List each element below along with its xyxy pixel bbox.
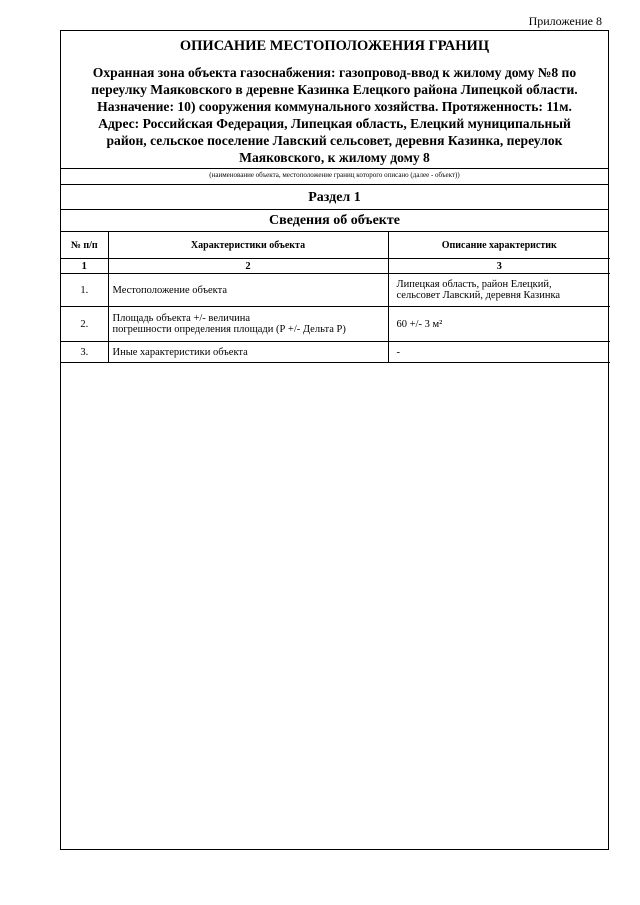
column-number: 2	[108, 259, 388, 274]
column-header: № п/п	[61, 232, 108, 259]
description-line: сельсовет Лавский, деревня Казинка	[396, 290, 561, 301]
header-block	[61, 31, 608, 169]
document-frame	[60, 30, 609, 850]
object-title-line: переулку Маяковского в деревне Казинка Елецкого района Липецкой области.	[91, 82, 578, 97]
column-number: 3	[388, 259, 610, 274]
object-title-line: Адрес: Российская Федерация, Липецкая область, Елецкий муниципальный	[98, 116, 571, 131]
characteristic-line: погрешности определения площади (Р +/- Дельта Р)	[112, 324, 346, 335]
row-description	[388, 274, 610, 307]
row-characteristic: Местоположение объекта	[108, 274, 388, 307]
row-number: 2.	[61, 307, 108, 342]
table-row	[61, 274, 610, 307]
row-number: 1.	[61, 274, 108, 307]
column-number: 1	[61, 259, 108, 274]
section-title: Раздел 1	[61, 185, 608, 210]
table-number-row	[61, 259, 610, 274]
row-characteristic	[108, 307, 388, 342]
table-row	[61, 307, 610, 342]
row-description: 60 +/- 3 м²	[388, 307, 610, 342]
main-title: ОПИСАНИЕ МЕСТОПОЛОЖЕНИЯ ГРАНИЦ	[179, 38, 490, 54]
characteristic-line: Площадь объекта +/- величина	[112, 313, 251, 324]
table-header-row	[61, 232, 610, 259]
row-number: 3.	[61, 342, 108, 363]
row-description: -	[388, 342, 610, 363]
object-title-line: Охранная зона объекта газоснабжения: газопровод-ввод к жилому дому №8 по	[92, 65, 577, 80]
object-title-line: Назначение: 10) сооружения коммунального хозяйства. Протяженность: 11м.	[97, 99, 572, 114]
row-characteristic: Иные характеристики объекта	[108, 342, 388, 363]
column-header: Характеристики объекта	[108, 232, 388, 259]
object-info-table	[61, 232, 610, 363]
object-title-line: Маяковского, к жилому дому 8	[239, 150, 430, 165]
description-line: Липецкая область, район Елецкий,	[396, 279, 552, 290]
appendix-label: Приложение 8	[528, 14, 602, 28]
column-header: Описание характеристик	[388, 232, 610, 259]
object-caption: (наименование объекта, местоположение границ которого описано (далее - объект))	[61, 169, 608, 185]
section-subtitle: Сведения об объекте	[61, 210, 608, 232]
object-title-line: район, сельское поселение Лавский сельсовет, деревня Казинка, переулок	[106, 133, 563, 148]
object-title	[69, 64, 600, 166]
table-row	[61, 342, 610, 363]
